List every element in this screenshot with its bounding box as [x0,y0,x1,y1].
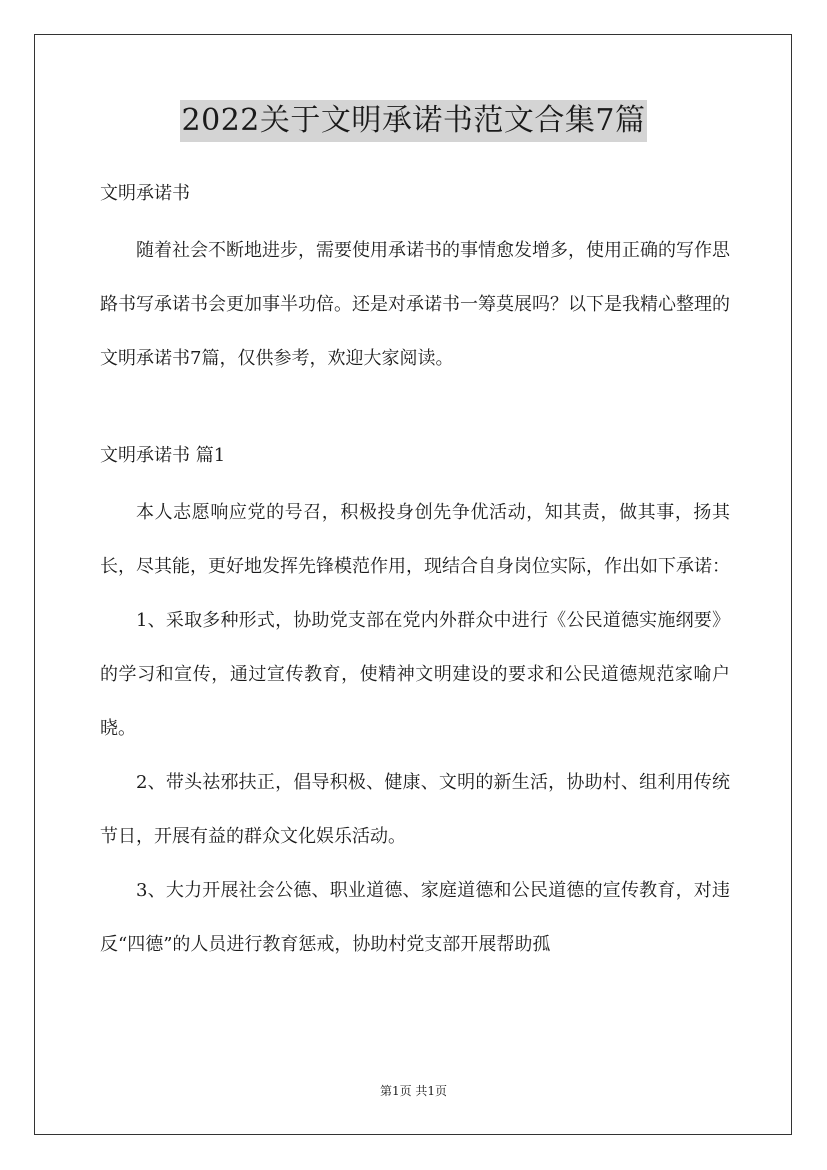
document-title: 2022关于文明承诺书范文合集7篇 [180,100,648,142]
section-paragraph-1: 本人志愿响应党的号召，积极投身创先争优活动，知其责，做其事，扬其长，尽其能，更好地发挥先锋模范作用，现结合自身岗位实际，作出如下承诺： [100,502,730,577]
page-footer: 第1页 共1页 [379,1084,448,1098]
section-paragraph-4: 3、大力开展社会公德、职业道德、家庭道德和公民道德的宣传教育，对违反“四德”的人员进行教育惩戒，协助村党支部开展帮助孤 [100,880,730,955]
section-paragraph-3: 2、带头祛邪扶正，倡导积极、健康、文明的新生活，协助村、组利用传统节日，开展有益的群众文化娱乐活动。 [100,772,730,847]
intro-paragraph: 随着社会不断地进步，需要使用承诺书的事情愈发增多，使用正确的写作思路书写承诺书会更加事半功倍。还是对承诺书一筹莫展吗？以下是我精心整理的文明承诺书7篇，仅供参考，欢迎大家阅读。 [100,240,730,369]
title-container [0,100,827,142]
section-heading: 文明承诺书 篇1 [100,445,226,466]
section-spacer [100,386,730,438]
document-body [100,176,730,972]
section-paragraph-2: 1、采取多种形式，协助党支部在党内外群众中进行《公民道德实施纲要》的学习和宣传，通过宣传教育，使精神文明建设的要求和公民道德规范家喻户晓。 [100,610,730,739]
intro-heading: 文明承诺书 [100,183,190,204]
